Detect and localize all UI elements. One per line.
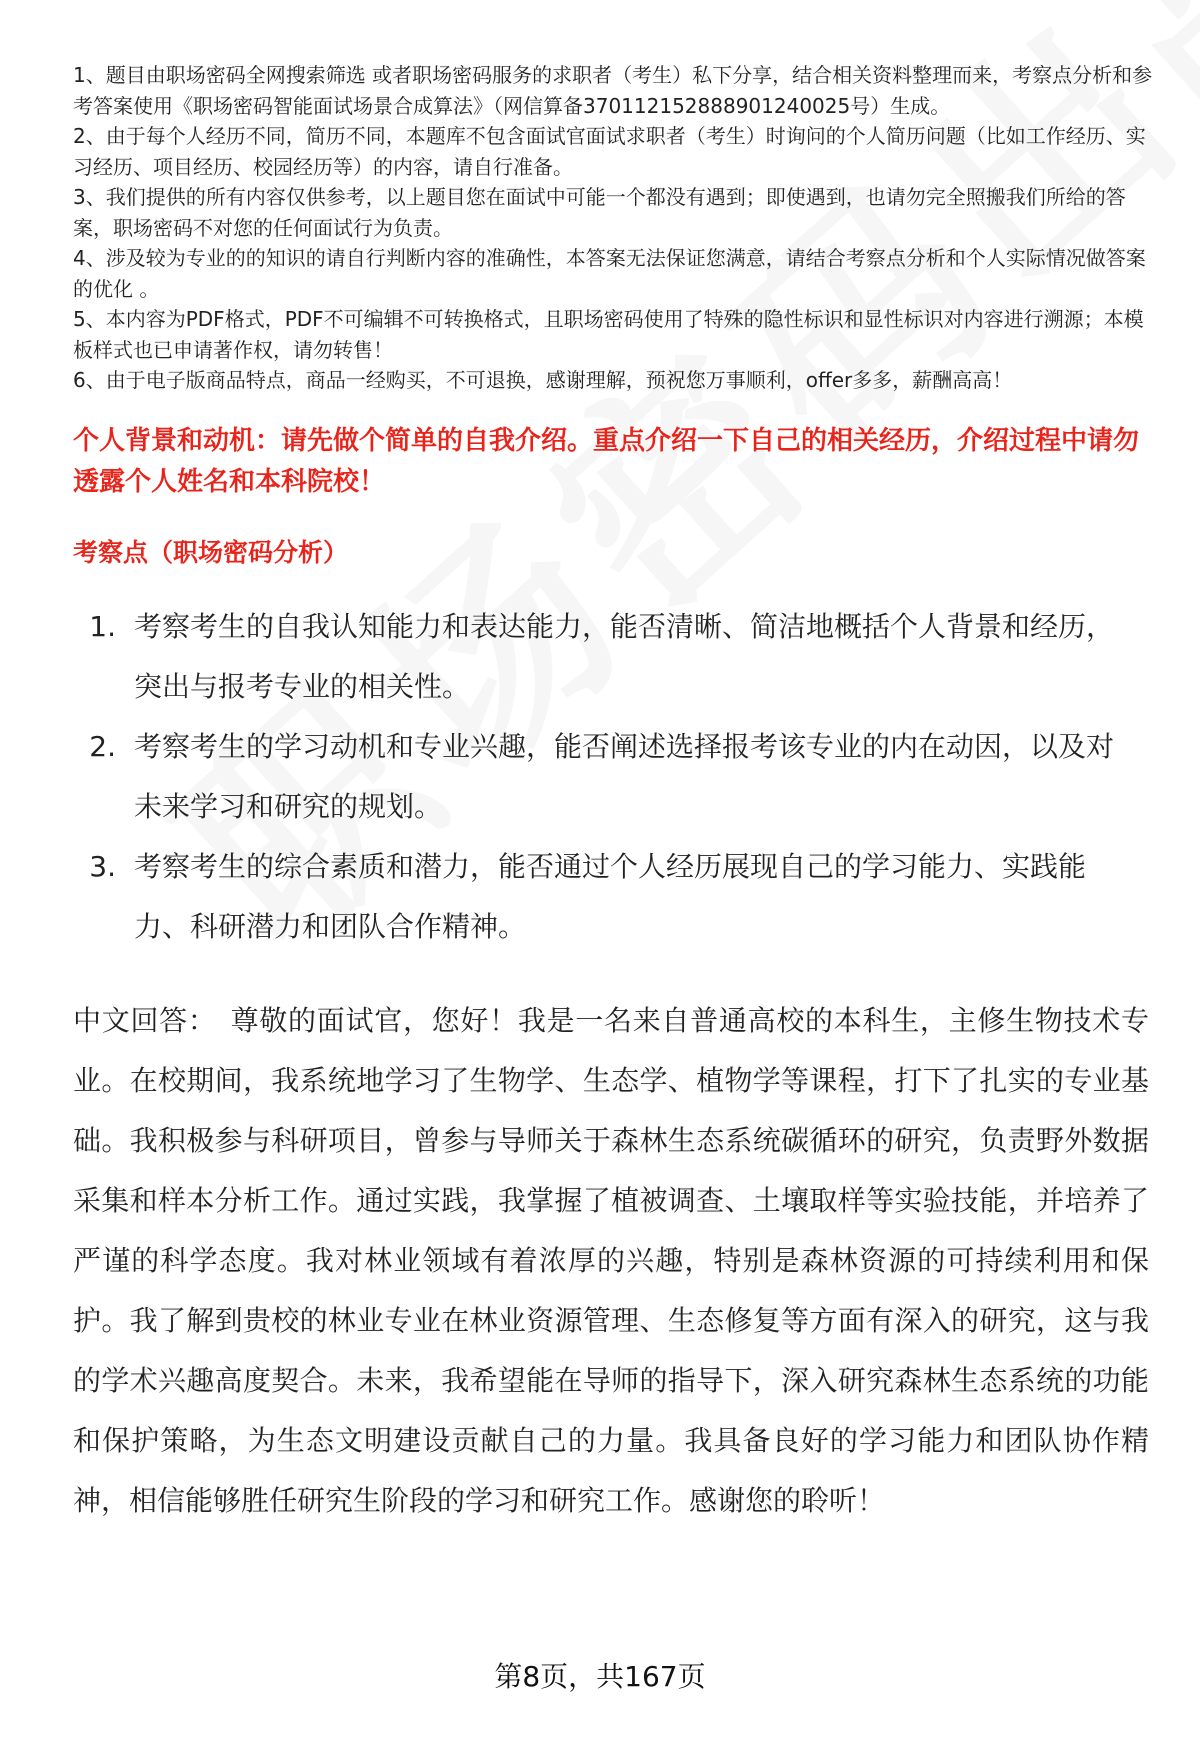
analysis-item <box>73 597 1153 717</box>
analysis-item <box>73 717 1153 837</box>
disclaimer-item: 1、题目由职场密码全网搜索筛选 或者职场密码服务的求职者（考生）私下分享，结合相关资料整理而来，考察点分析和参考答案使用《职场密码智能面试场景合成算法》（网信算备370112152888901240025号）生成。 <box>73 63 1153 118</box>
answer-label: 中文回答： <box>73 1003 217 1037</box>
page-content <box>73 60 1153 1531</box>
question-heading: 个人背景和动机：请先做个简单的自我介绍。重点介绍一下自己的相关经历，介绍过程中请勿透露个人姓名和本科院校！ <box>73 425 1140 497</box>
analysis-item-text: 考察考生的自我认知能力和表达能力，能否清晰、简洁地概括个人背景和经历，突出与报考专业的相关性。 <box>134 609 1115 703</box>
answer-paragraph <box>73 991 1153 1531</box>
analysis-item-text: 考察考生的学习动机和专业兴趣，能否阐述选择报考该专业的内在动因，以及对未来学习和研究的规划。 <box>134 729 1115 823</box>
disclaimer-item: 4、涉及较为专业的的知识的请自行判断内容的准确性，本答案无法保证您满意，请结合考察点分析和个人实际情况做答案的优化 。 <box>73 246 1146 301</box>
disclaimer-item: 6、由于电子版商品特点，商品一经购买，不可退换，感谢理解，预祝您万事顺利，offer多多，薪酬高高！ <box>73 368 1013 392</box>
analysis-heading: 考察点（职场密码分析） <box>73 537 349 567</box>
page-number: 第8页，共167页 <box>494 1660 706 1693</box>
disclaimer-item: 2、由于每个人经历不同，简历不同，本题库不包含面试官面试求职者（考生）时询问的个人简历问题（比如工作经历、实习经历、项目经历、校园经历等）的内容，请自行准备。 <box>73 124 1146 179</box>
analysis-item-number: 2. <box>89 729 116 763</box>
answer-text: 尊敬的面试官，您好！我是一名来自普通高校的本科生，主修生物技术专业。在校期间，我系统地学习了生物学、生态学、植物学等课程，打下了扎实的专业基础。我积极参与科研项目，曾参与导师关于森林生态系统碳循环的研究，负责野外数据采集和样本分析工作。通过实践，我掌握了植被调查、土壤取样等实验技能，并培养了严谨的科学态度。我对林业领域有着浓厚的兴趣，特别是森林资源的可持续利用和保护。我了解到贵校的林业专业在林业资源管理、生态修复等方面有深入的研究，这与我的学术兴趣高度契合。未来，我希望能在导师的指导下，深入研究森林生态系统的功能和保护策略，为生态文明建设贡献自己的力量。我具备良好的学习能力和团队协作精神，相信能够胜任研究生阶段的学习和研究工作。感谢您的聆听！ <box>73 1003 1149 1517</box>
analysis-item <box>73 837 1153 957</box>
analysis-item-text: 考察考生的综合素质和潜力，能否通过个人经历展现自己的学习能力、实践能力、科研潜力和团队合作精神。 <box>134 849 1087 943</box>
analysis-item-number: 3. <box>89 849 116 883</box>
analysis-item-number: 1. <box>89 609 116 643</box>
disclaimer-item: 5、本内容为PDF格式，PDF不可编辑不可转换格式，且职场密码使用了特殊的隐性标识和显性标识对内容进行溯源；本模板样式也已申请著作权，请勿转售！ <box>73 307 1144 362</box>
disclaimer-block <box>73 60 1153 396</box>
disclaimer-item: 3、我们提供的所有内容仅供参考，以上题目您在面试中可能一个都没有遇到；即使遇到，也请勿完全照搬我们所给的答案，职场密码不对您的任何面试行为负责。 <box>73 185 1126 240</box>
analysis-list <box>73 597 1153 957</box>
